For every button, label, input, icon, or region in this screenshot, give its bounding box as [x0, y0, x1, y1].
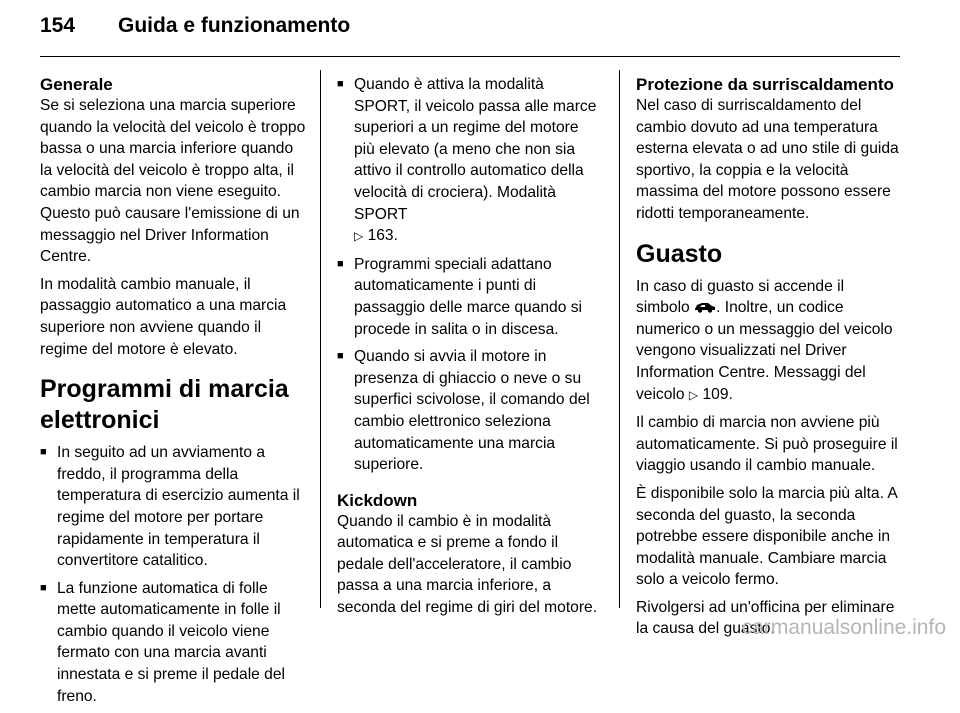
watermark: carmanualsonline.info [741, 616, 946, 639]
list-item: ■ Programmi speciali adattano automaticamente i punti di passaggio delle marce quando si procede in salita o in discesa. [337, 254, 603, 340]
sport-text: Quando è attiva la modalità SPORT, il veicolo passa alle marce superiori a un regime del motore più elevato (a meno che non sia attivo il controllo automatico della velocità di crociera). Modalità SPORT [354, 76, 597, 223]
generale-heading: Generale [40, 75, 113, 94]
list-item [337, 74, 603, 248]
messaggi-page-link[interactable]: 109. [702, 385, 733, 403]
xref-arrow-icon: ▷ [354, 229, 364, 244]
list-item: ■ Quando si avvia il motore in presenza di ghiaccio o neve o su superfici scivolose, il comando del cambio elettronico seleziona automaticamente una marcia superiore. [337, 346, 603, 476]
column-divider [619, 70, 620, 608]
header-rule [40, 56, 900, 57]
column-2 [337, 74, 603, 625]
guasto-paragraph-4: Rivolgersi ad un'officina per eliminare la causa del guasto. [636, 598, 895, 638]
generale-paragraph-1: Se si seleziona una marcia superiore quando la velocità del veicolo è troppo bassa o una marcia inferiore quando la velocità del veicolo è troppo alta, il cambio marcia non viene eseguito. Questo può causare l'emissione di un messaggio nel Driver Information Centre. [40, 97, 306, 266]
column-1 [40, 74, 306, 713]
list-item: ■ In seguito ad un avviamento a freddo, il programma della temperatura di esercizio aumenta il regime del motore per portare rapidamente in temperatura il convertitore catalitico. [40, 442, 306, 572]
page-number: 154 [40, 14, 76, 37]
generale-paragraph-2: In modalità cambio manuale, il passaggio automatico a una marcia superiore non avviene quando il regime del motore è elevato. [40, 275, 287, 358]
sport-page-link[interactable]: 163. [367, 227, 398, 245]
page-title: Guida e funzionamento [118, 14, 351, 37]
kickdown-paragraph: Quando il cambio è in modalità automatica e si preme a fondo il pedale dell'acceleratore, il cambio passa a una marcia inferiore, a seconda del regime di giri del motore. [337, 512, 598, 617]
column-divider [320, 70, 321, 608]
xref-arrow-icon: ▷ [688, 387, 699, 402]
programmi-list [40, 442, 306, 707]
guasto-paragraph-3: È disponibile solo la marcia più alta. A seconda del guasto, la seconda potrebbe essere disponibile anche in modalità manuale. Cambiare marcia solo a veicolo fermo. [636, 484, 897, 589]
programmi-heading: Programmi di marcia elettronici [40, 375, 289, 435]
protezione-heading: Protezione da surriscaldamento [636, 75, 894, 94]
protezione-paragraph: Nel caso di surriscaldamento del cambio dovuto ad una temperatura esterna elevata o ad uno stile di guida sportivo, la coppia e la velocità massima del motore possono essere ridotti temporaneamente. [636, 97, 899, 222]
kickdown-heading: Kickdown [337, 490, 418, 510]
guasto-heading: Guasto [636, 239, 723, 268]
list-item: ■ La funzione automatica di folle mette automaticamente in folle il cambio quando il veicolo viene fermato con una marcia avanti innestata e si preme il pedale del freno. [40, 578, 306, 708]
guasto-paragraph-1: In caso di guasto si accende il simbolo . Inoltre, un codice numerico o un messaggio del veicolo vengono visualizzati nel Driver Information Centre. Messaggi del veicolo ▷ 109. [636, 277, 893, 403]
page-header [40, 14, 350, 38]
car-warning-icon [694, 300, 716, 313]
sport-list [337, 74, 603, 476]
guasto-paragraph-2: Il cambio di marcia non avviene più automaticamente. Si può proseguire il viaggio usando il cambio manuale. [636, 414, 898, 475]
column-3 [636, 74, 902, 646]
